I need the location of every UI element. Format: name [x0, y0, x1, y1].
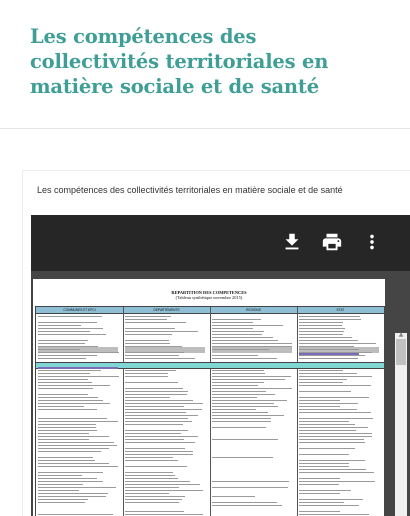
document-text-line [212, 427, 266, 428]
document-text-line [299, 430, 356, 431]
document-text-line [125, 376, 168, 377]
document-text-line [299, 376, 372, 377]
more-vert-icon [361, 231, 383, 253]
document-text-line [299, 427, 368, 428]
document-text-line [299, 433, 372, 434]
document-text-line [125, 487, 179, 488]
document-text-line [299, 412, 371, 413]
document-text-line [299, 406, 340, 407]
document-text-line [38, 325, 81, 326]
document-text-line [212, 331, 264, 332]
document-text-line [299, 484, 339, 485]
document-text-line [38, 370, 101, 371]
document-text-line [38, 451, 101, 452]
document-text-line [299, 511, 340, 512]
document-text-line [38, 448, 109, 449]
document-text-line [38, 355, 97, 356]
document-text-line [38, 478, 97, 479]
document-text-line [38, 346, 98, 347]
document-text-line [212, 487, 288, 488]
document-text-line [212, 421, 271, 422]
document-text-line [299, 490, 351, 491]
document-text-line [299, 448, 355, 449]
document-text-line [125, 370, 176, 371]
document-text-line [212, 418, 271, 419]
document-text-line [38, 475, 82, 476]
document-text-line [38, 472, 103, 473]
document-text-line [38, 466, 118, 467]
document-text-line [299, 349, 359, 350]
document-viewer [31, 215, 410, 516]
document-text-line [125, 511, 184, 512]
document-text-line [38, 331, 90, 332]
document-page [33, 279, 385, 516]
print-button[interactable] [321, 231, 343, 253]
document-text-line [125, 391, 188, 392]
document-text-line [125, 475, 175, 476]
document-text-line [125, 388, 183, 389]
viewer-toolbar [31, 215, 410, 271]
document-text-line [299, 334, 343, 335]
document-text-line [299, 472, 374, 473]
document-text-line [38, 460, 95, 461]
document-text-line [299, 331, 344, 332]
document-text-line [299, 439, 364, 440]
document-text-line [212, 409, 256, 410]
document-text-line [125, 406, 184, 407]
document-text-line [299, 337, 352, 338]
scrollbar-thumb[interactable] [396, 339, 406, 365]
document-canvas [31, 271, 410, 516]
document-text-line [299, 460, 365, 461]
document-text-line [125, 439, 184, 440]
document-text-line [38, 328, 103, 329]
document-text-line [212, 415, 284, 416]
document-text-line [125, 499, 182, 500]
document-text-line [125, 493, 169, 494]
document-text-line [38, 463, 109, 464]
document-text-line [38, 481, 103, 482]
document-text-line [38, 409, 97, 410]
document-text-line [125, 397, 170, 398]
document-text-line [299, 379, 347, 380]
document-text-line [299, 397, 369, 398]
column-header-regions: REGIONS [246, 308, 261, 312]
scroll-up-arrow-icon[interactable]: ▲ [398, 331, 404, 338]
document-text-line [125, 472, 173, 473]
document-text-line [299, 478, 340, 479]
download-icon [281, 231, 303, 253]
document-text-line [125, 358, 195, 359]
document-text-line [212, 412, 268, 413]
document-text-line [125, 478, 178, 479]
document-text-line [299, 421, 349, 422]
document-text-line [212, 379, 285, 380]
document-text-line [212, 400, 287, 401]
document-text-line [38, 433, 89, 434]
document-text-line [299, 409, 357, 410]
document-text-line [299, 481, 375, 482]
print-icon [321, 231, 343, 253]
document-text-line [38, 421, 118, 422]
document-text-line [299, 469, 366, 470]
document-text-line [38, 424, 96, 425]
document-text-line [212, 319, 261, 320]
document-text-line [299, 403, 358, 404]
more-options-button[interactable] [361, 231, 383, 253]
document-text-line [299, 382, 343, 383]
document-text-line [212, 388, 292, 389]
document-text-line [299, 370, 343, 371]
document-text-line [125, 424, 183, 425]
document-text-line [299, 442, 365, 443]
document-text-line [125, 412, 186, 413]
document-text-line [125, 490, 203, 491]
document-text-line [38, 439, 89, 440]
document-text-line [212, 355, 258, 356]
document-text-line [38, 358, 86, 359]
download-button[interactable] [281, 231, 303, 253]
document-text-line [125, 502, 179, 503]
document-text-line [299, 385, 371, 386]
document-text-line [38, 343, 85, 344]
document-text-line [38, 385, 110, 386]
document-text-line [125, 400, 193, 401]
document-text-line [212, 370, 264, 371]
document-text-line [125, 328, 175, 329]
document-text-line [299, 493, 340, 494]
document-text-line [38, 496, 106, 497]
document-text-line [38, 373, 90, 374]
document-text-line [125, 403, 203, 404]
document-text-line [212, 373, 265, 374]
document-text-line [38, 502, 85, 503]
document-text-line [299, 358, 358, 359]
document-text-line [212, 394, 275, 395]
document-text-line [212, 325, 283, 326]
document-text-line [38, 379, 88, 380]
document-text-line [212, 397, 257, 398]
document-text-line [38, 316, 102, 317]
document-text-line [299, 391, 351, 392]
document-text-line [125, 331, 198, 332]
document-text-line [125, 433, 181, 434]
document-text-line [299, 436, 372, 437]
document-text-line [212, 457, 273, 458]
document-text-line [212, 385, 258, 386]
document-text-line [299, 505, 359, 506]
column-header-communes: COMMUNES ET EPCI [63, 308, 96, 312]
document-text-line [125, 334, 172, 335]
document-text-line [212, 334, 262, 335]
document-text-line [125, 322, 186, 323]
document-text-line [212, 406, 278, 407]
column-header-etat: ETAT [336, 308, 345, 312]
document-text-line [125, 409, 202, 410]
document-text-line [212, 343, 292, 344]
document-text-line [38, 376, 119, 377]
document-text-line [299, 325, 342, 326]
document-text-line [212, 328, 253, 329]
document-text-line [212, 496, 255, 497]
document-text-line [212, 502, 277, 503]
document-text-line [299, 418, 373, 419]
document-text-line [299, 328, 345, 329]
document-text-line [212, 505, 282, 506]
embed-caption: Les compétences des collectivités territoriales en matière sociale et de santé [37, 185, 343, 195]
document-text-line [125, 418, 188, 419]
document-text-line [299, 463, 349, 464]
embed-card [22, 170, 410, 516]
document-text-line [38, 493, 108, 494]
document-text-line [38, 490, 79, 491]
document-text-line [38, 499, 88, 500]
column-header-departements: DEPARTEMENTS [153, 308, 180, 312]
document-text-line [125, 451, 193, 452]
document-text-line [212, 481, 289, 482]
document-text-line [38, 427, 96, 428]
document-text-line [38, 340, 88, 341]
document-text-line [125, 352, 184, 353]
document-subheading: (Tableau synthétique novembre 2015) [175, 295, 243, 300]
document-text-line [299, 454, 349, 455]
document-text-line [212, 358, 277, 359]
document-text-line [125, 481, 190, 482]
document-text-line [38, 334, 106, 335]
document-text-line [299, 355, 365, 356]
document-text-line [212, 337, 273, 338]
document-text-line [299, 343, 376, 344]
document-text-line [212, 439, 278, 440]
document-text-line [299, 373, 357, 374]
document-text-line [125, 454, 193, 455]
document-text-line [299, 340, 358, 341]
page-title: Les compétences des collectivités territoriales en matière sociale et de santé [30, 25, 329, 98]
document-text-line [125, 316, 171, 317]
document-text-line [38, 388, 93, 389]
document-text-line [125, 430, 188, 431]
document-text-line [38, 349, 80, 350]
document-text-line [125, 421, 192, 422]
document-text-line [212, 382, 264, 383]
document-text-line [212, 322, 253, 323]
document-text-line [38, 406, 84, 407]
document-text-line [38, 457, 93, 458]
document-text-line [299, 346, 354, 347]
document-text-line [125, 442, 195, 443]
document-text-line [299, 502, 344, 503]
document-heading: REPARTITION DES COMPETENCES [171, 290, 247, 295]
document-text-line [38, 442, 114, 443]
document-text-line [299, 400, 340, 401]
document-text-line [38, 400, 103, 401]
document-text-line [299, 352, 372, 353]
header-divider [0, 128, 410, 129]
document-text-line [125, 394, 187, 395]
document-text-line [212, 376, 291, 377]
document-text-line [38, 418, 107, 419]
document-text-line [125, 340, 169, 341]
document-text-line [125, 448, 185, 449]
document-text-line [38, 403, 110, 404]
document-text-line [38, 445, 117, 446]
document-text-line [299, 322, 343, 323]
document-text-line [38, 487, 116, 488]
document-text-line [125, 346, 182, 347]
document-text-line [125, 373, 168, 374]
document-text-line [212, 391, 266, 392]
document-text-line [38, 394, 88, 395]
document-text-line [125, 382, 178, 383]
document-text-line [212, 346, 292, 347]
document-text-line [299, 316, 360, 317]
document-text-line [125, 319, 167, 320]
document-text-line [125, 343, 170, 344]
document-text-line [212, 403, 274, 404]
document-text-line [125, 436, 198, 437]
document-text-line [125, 355, 179, 356]
competences-table [35, 306, 385, 516]
document-text-line [125, 496, 185, 497]
document-text-line [299, 424, 355, 425]
document-text-line [299, 499, 363, 500]
document-text-line [38, 430, 97, 431]
document-text-line [125, 460, 178, 461]
document-text-line [38, 397, 98, 398]
document-text-line [125, 457, 173, 458]
document-text-line [38, 484, 83, 485]
document-text-line [38, 382, 92, 383]
document-text-line [125, 484, 200, 485]
document-text-line [125, 415, 198, 416]
document-text-line [38, 352, 119, 353]
viewer-scrollbar[interactable] [395, 333, 407, 516]
document-text-line [299, 319, 361, 320]
document-text-line [38, 322, 97, 323]
document-text-line [212, 340, 278, 341]
document-text-line [212, 349, 269, 350]
document-text-line [38, 436, 109, 437]
document-text-line [299, 466, 349, 467]
document-text-line [125, 466, 187, 467]
